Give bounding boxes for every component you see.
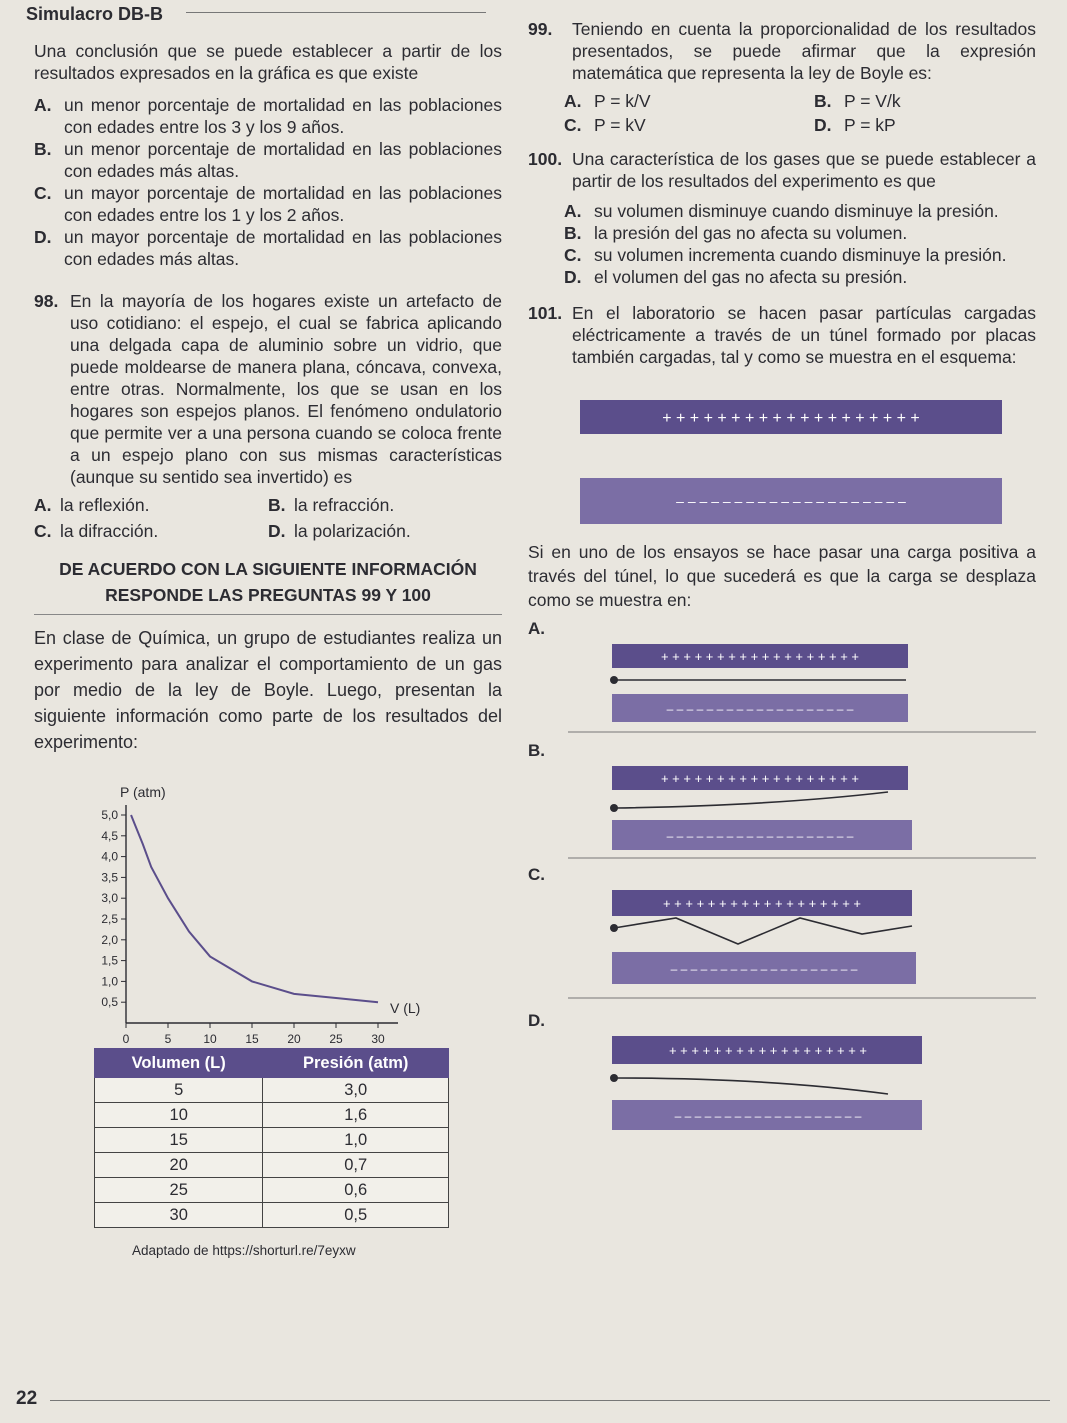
- q100-option-a[interactable]: A. su volumen disminuye cuando disminuye la presión.: [564, 201, 999, 221]
- q97-stem: Una conclusión que se puede establecer a partir de los resultados expresados en la gráfica es que existe: [34, 41, 502, 83]
- boyle-table: [94, 1048, 449, 1228]
- table-row: 15 1,0: [95, 1128, 449, 1153]
- section-rule: [34, 614, 502, 615]
- svg-text:+ + + + + + + + + + + + + + +: + + + + + + + + + + + + + + + + + +: [668, 1043, 868, 1058]
- q98-option-d[interactable]: D. la polarización.: [268, 521, 411, 541]
- q101-option-a-label[interactable]: A.: [528, 619, 545, 638]
- y-tick-label: 5,0: [101, 808, 118, 822]
- section-title-line1: DE ACUERDO CON LA SIGUIENTE INFORMACIÓN: [59, 559, 477, 579]
- svg-text:+ + + + + + + + + + + + + + +: + + + + + + + + + + + + + + + + + +: [662, 896, 862, 911]
- q100-option-d[interactable]: D. el volumen del gas no afecta su presión.: [564, 267, 908, 287]
- svg-text:+ + + + + + + + + + + + + + +: + + + + + + + + + + + + + + + + + +: [660, 771, 860, 786]
- q101-option-b-label[interactable]: B.: [528, 741, 545, 760]
- table-row: 30 0,5: [95, 1203, 449, 1228]
- x-tick-label: 5: [164, 1032, 172, 1046]
- y-tick-label: 3,5: [101, 870, 118, 885]
- q98-stem: En la mayoría de los hogares existe un artefacto de uso cotidiano: el espejo, el cual se fabrica aplicando una delgada capa de aluminio sobre un vidrio, que puede moldearse de manera plana, cóncava, convexa, entre otras. Normalmente, los que se usan en los hogares son espejos planos. El fenómeno ondulatorio que permite ver a una persona cuando se coloca frente a un espejo plano con sus mismas características (aunque su sentido sea invertido) es: [70, 291, 502, 487]
- q101-number: 101.: [528, 303, 563, 323]
- q98-option-c[interactable]: C. la difracción.: [34, 521, 159, 541]
- y-tick-label: 4,5: [101, 828, 118, 843]
- q101-option-b-diagram[interactable]: [528, 762, 1036, 862]
- table-header-pressure: Presión (atm): [263, 1049, 449, 1078]
- svg-text:– – – – – – – – – – – – – – –: – – – – – – – – – – – – – – – – – – –: [666, 702, 854, 716]
- q97-option-b[interactable]: B. un menor porcentaje de mortalidad en las poblaciones con edades más altas.: [34, 139, 502, 181]
- q97-option-a[interactable]: A. un menor porcentaje de mortalidad en las poblaciones con edades entre los 3 y los 9 años.: [34, 95, 502, 137]
- q101-option-d-label[interactable]: D.: [528, 1011, 545, 1030]
- y-tick-label: 3,0: [101, 891, 118, 906]
- table-row: 25 0,6: [95, 1178, 449, 1203]
- q99-stem: Teniendo en cuenta la proporcionalidad de los resultados presentados, se puede afirmar que la expresión matemática que representa la ley de Boyle es:: [572, 19, 1036, 83]
- y-tick-label: 1,0: [101, 974, 118, 989]
- x-tick-label: 0: [122, 1032, 130, 1046]
- q97-option-c[interactable]: C. un mayor porcentaje de mortalidad en las poblaciones con edades entre los 1 y los 2 años.: [34, 183, 502, 225]
- x-tick-label: 15: [245, 1032, 259, 1046]
- q100-option-c[interactable]: C. su volumen incrementa cuando disminuye la presión.: [564, 245, 1007, 265]
- y-tick-label: 2,0: [101, 932, 118, 947]
- trajectory: [614, 1078, 888, 1094]
- section-intro: En clase de Química, un grupo de estudiantes realiza un experimento para analizar el comportamiento de un gas por medio de la ley de Boyle. Luego, presentan la siguiente información como parte de los resultados del experimento:: [34, 628, 502, 752]
- y-axis-label: P (atm): [120, 784, 166, 800]
- x-tick-label: 10: [203, 1032, 217, 1046]
- svg-text:– – – – – – – – – – – – – – –: – – – – – – – – – – – – – – – – – – –: [670, 962, 858, 976]
- header-rule: [186, 12, 486, 13]
- x-axis-label: V (L): [390, 1000, 421, 1016]
- x-tick-label: 20: [287, 1032, 301, 1046]
- trajectory: [614, 792, 888, 808]
- exam-title: Simulacro DB-B: [26, 4, 164, 24]
- q99-block: [528, 18, 1036, 84]
- svg-text:+ + + + + + + + + + + + + + +: + + + + + + + + + + + + + + + + + +: [660, 649, 860, 664]
- q101-stem: En el laboratorio se hacen pasar partículas cargadas eléctricamente a través de un túnel formado por placas también cargadas, tal y como se muestra en el esquema:: [572, 303, 1036, 367]
- right-column: [528, 18, 1036, 1132]
- q98-number: 98.: [34, 291, 59, 311]
- y-tick-label: 0,5: [101, 995, 118, 1010]
- trajectory: [614, 918, 912, 944]
- q97-option-d[interactable]: D. un mayor porcentaje de mortalidad en las poblaciones con edades más altas.: [34, 227, 502, 269]
- section-title-line2: RESPONDE LAS PREGUNTAS 99 Y 100: [105, 585, 431, 605]
- q101-option-c-label[interactable]: C.: [528, 865, 545, 884]
- table-header-volume: Volumen (L): [95, 1049, 263, 1078]
- svg-text:– – – – – – – – – – – – – – –: – – – – – – – – – – – – – – – – – – –: [674, 1109, 862, 1123]
- x-tick-label: 30: [371, 1032, 385, 1046]
- table-row: 20 0,7: [95, 1153, 449, 1178]
- footer-rule: [50, 1400, 1050, 1401]
- source-caption: Adaptado de https://shorturl.re/7eyxw: [132, 1243, 356, 1258]
- x-tick-label: 25: [329, 1032, 343, 1046]
- q100-option-b[interactable]: B. la presión del gas no afecta su volumen.: [564, 223, 908, 243]
- q101-question: Si en uno de los ensayos se hace pasar una carga positiva a través del túnel, lo que sucederá es que la carga se desplaza como se muestra en:: [528, 542, 1036, 610]
- q100-stem: Una característica de los gases que se puede establecer a partir de los resultados del experimento es que: [572, 149, 1036, 191]
- q98-option-a[interactable]: A. la reflexión.: [34, 495, 150, 515]
- q99-option-d[interactable]: D. P = kP: [814, 115, 896, 135]
- section-title: [34, 556, 502, 608]
- q101-option-c-diagram[interactable]: [528, 886, 1036, 1018]
- q99-option-b[interactable]: B. P = V/k: [814, 91, 901, 111]
- q99-number: 99.: [528, 19, 553, 39]
- q99-option-c[interactable]: C. P = kV: [564, 115, 646, 135]
- q99-options: [564, 90, 1036, 136]
- table-header-row: [95, 1049, 449, 1078]
- q101-block: [528, 302, 1036, 368]
- page-number: 22: [16, 1388, 38, 1409]
- q98-block: [34, 290, 502, 488]
- svg-text:– – – – – – – – – – – – – – –: – – – – – – – – – – – – – – – – – – –: [666, 829, 854, 843]
- positive-plate-signs: + + + + + + + + + + + + + + + + + + +: [662, 410, 920, 427]
- q101-option-d-diagram[interactable]: [528, 1032, 1036, 1132]
- q100-options: [564, 200, 1036, 288]
- y-tick-label: 4,0: [101, 849, 118, 864]
- q100-block: [528, 148, 1036, 192]
- q98-options: [34, 494, 502, 542]
- table-row: 5 3,0: [95, 1078, 449, 1103]
- y-tick-label: 1,5: [101, 953, 118, 968]
- y-tick-label: 2,5: [101, 912, 118, 926]
- negative-plate-signs: – – – – – – – – – – – – – – – – – – – –: [676, 493, 906, 509]
- q101-option-a-diagram[interactable]: [528, 640, 1036, 736]
- boyle-chart: [34, 761, 464, 1046]
- pressure-volume-curve: [131, 815, 378, 1002]
- table-row: 10 1,6: [95, 1103, 449, 1128]
- tunnel-diagram: [528, 378, 1036, 528]
- left-column: [34, 40, 502, 1262]
- q99-option-a[interactable]: A. P = k/V: [564, 91, 651, 111]
- q100-number: 100.: [528, 149, 563, 169]
- q97-options: [34, 94, 502, 270]
- q98-option-b[interactable]: B. la refracción.: [268, 495, 395, 515]
